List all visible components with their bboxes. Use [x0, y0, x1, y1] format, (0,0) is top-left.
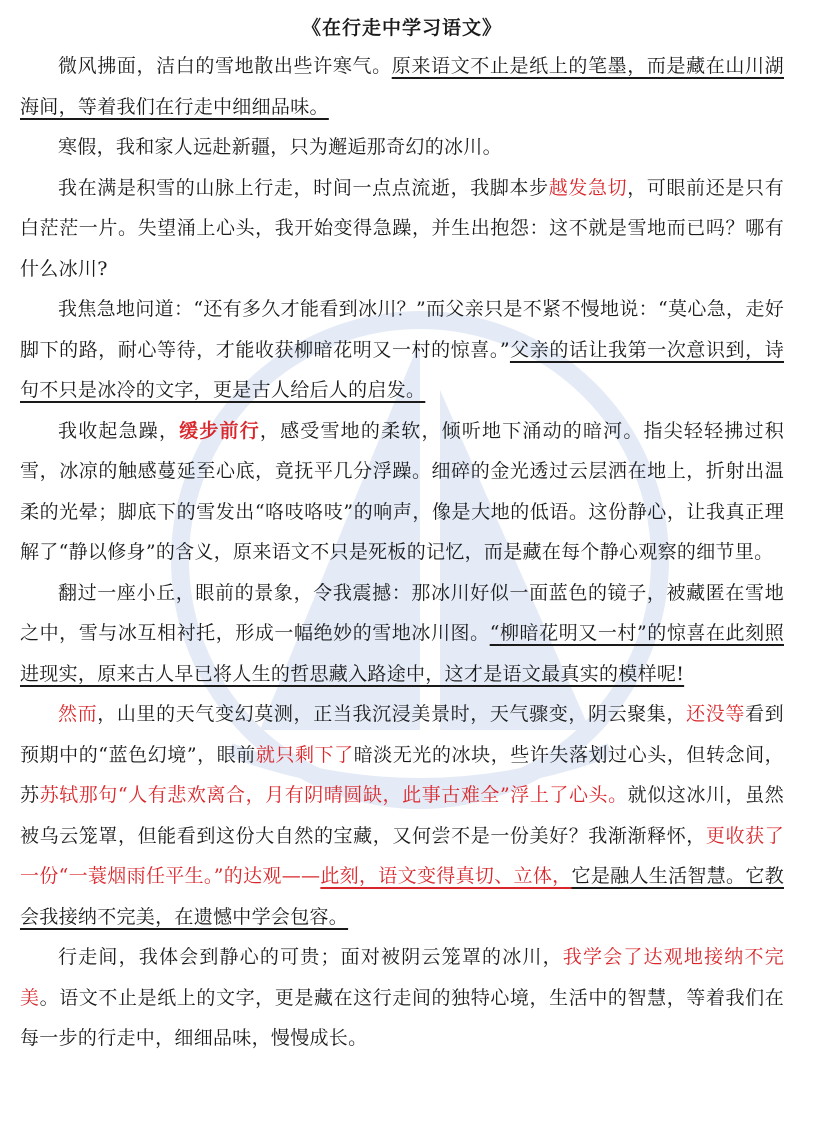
- underlined-sentence: 此刻，语文变得真切、立体，: [320, 865, 572, 887]
- paragraph-3: 我在满是积雪的山脉上行走，时间一点点流逝，我脚本步越发急切，可眼前还是只有白茫茫一片。失望涌上心头，我开始变得急躁，并生出抱怨：这不就是雪地而已吗？哪有什么冰川?: [20, 176, 784, 280]
- paragraph-6: 翻过一座小丘，眼前的景象，令我震撼：那冰川好似一面蓝色的镜子，被藏匿在雪地之中，雪与冰互相衬托，形成一幅绝妙的雪地冰川图。“柳暗花明又一村”的惊喜在此刻照进现实，原来古人早已将人生的哲思藏入路途中，这才是语文最真实的模样呢!: [20, 581, 784, 685]
- highlighted-phrase: 我学会了达观地接纳不完美: [20, 946, 784, 1009]
- underlined-sentence: 原来语文不止是纸上的笔墨，而是藏在山川湖海间，等着我们在行走中细细品味。: [20, 55, 784, 118]
- paragraph-8: 行走间，我体会到静心的可贵；面对被阴云笼罩的冰川，我学会了达观地接纳不完美。语文不止是纸上的文字，更是藏在这行走间的独特心境，生活中的智慧，等着我们在每一步的行走中，细细品味，慢慢成长。: [20, 946, 784, 1049]
- paragraph-4: 我焦急地问道：“还有多久才能看到冰川？”而父亲只是不紧不慢地说：“莫心急，走好脚下的路，耐心等待，才能收获柳暗花明又一村的惊喜。”父亲的话让我第一次意识到，诗句不只是冰冷的文字，更是古人给后人的启发。: [20, 298, 785, 401]
- paragraph-7: 然而，山里的天气变幻莫测，正当我沉浸美景时，天气骤变，阴云聚集，还没等看到预期中的“蓝色幻境”，眼前就只剩下了暗淡无光的冰块，些许失落划过心头，但转念间，苏苏轼那句“人有悲欢离合，月有阴晴圆缺，此事古难全”浮上了心头。就似这冰川，虽然被乌云笼罩，但能看到这份大自然的宝藏，又何尝不是一份美好？我渐渐释怀，更收获了一份“一蓑烟雨任平生。”的达观——此刻，语文变得真切、立体，它是融人生活智慧。它教会我接纳不完美，在遗憾中学会包容。: [20, 703, 784, 928]
- paragraph-5: 我收起急躁，缓步前行，感受雪地的柔软，倾听地下涌动的暗河。指尖轻轻拂过积雪，冰凉的触感蔓延至心底，竟抚平几分浮躁。细碎的金光透过云层洒在地上，折射出温柔的光晕；脚底下的雪发出“咯吱咯吱”的响声，像是大地的低语。这份静心，让我真正理解了“静以修身”的含义，原来语文不只是死板的记忆，而是藏在每个静心观察的细节里。: [20, 419, 784, 563]
- highlighted-phrase: 然而: [58, 703, 98, 725]
- highlighted-phrase: 缓步前行: [179, 419, 260, 442]
- underlined-sentence: 它是融人生活智慧。它教会我接纳不完美，在遗憾中学会包容。: [20, 865, 784, 928]
- underlined-sentence: 父亲的话让我第一次意识到，诗句不只是冰冷的文字，更是古人给后人的启发。: [20, 338, 785, 401]
- highlighted-phrase: 越发急切: [548, 176, 628, 199]
- highlighted-phrase: 更收获了一份“一蓑烟雨任平生。”的达观——: [20, 824, 784, 887]
- article: [20, 12, 784, 1059]
- paragraph-1: 微风拂面，洁白的雪地散出些许寒气。原来语文不止是纸上的笔墨，而是藏在山川湖海间，等着我们在行走中细细品味。: [20, 55, 784, 118]
- underlined-sentence: “柳暗花明又一村”的惊喜在此刻照进现实，原来古人早已将人生的哲思藏入路途中，这才是语文最真实的模样呢!: [20, 622, 784, 685]
- highlighted-phrase: 还没等: [686, 703, 746, 725]
- highlighted-quote: 苏轼那句“人有悲欢离合，月有阴晴圆缺，此事古难全”浮上了心头。: [39, 784, 628, 806]
- article-title: 《在行走中学习语文》: [301, 17, 502, 39]
- paragraph-2: 寒假，我和家人远赴新疆，只为邂逅那奇幻的冰川。: [58, 136, 502, 158]
- highlighted-phrase: 就只剩下了: [255, 743, 354, 766]
